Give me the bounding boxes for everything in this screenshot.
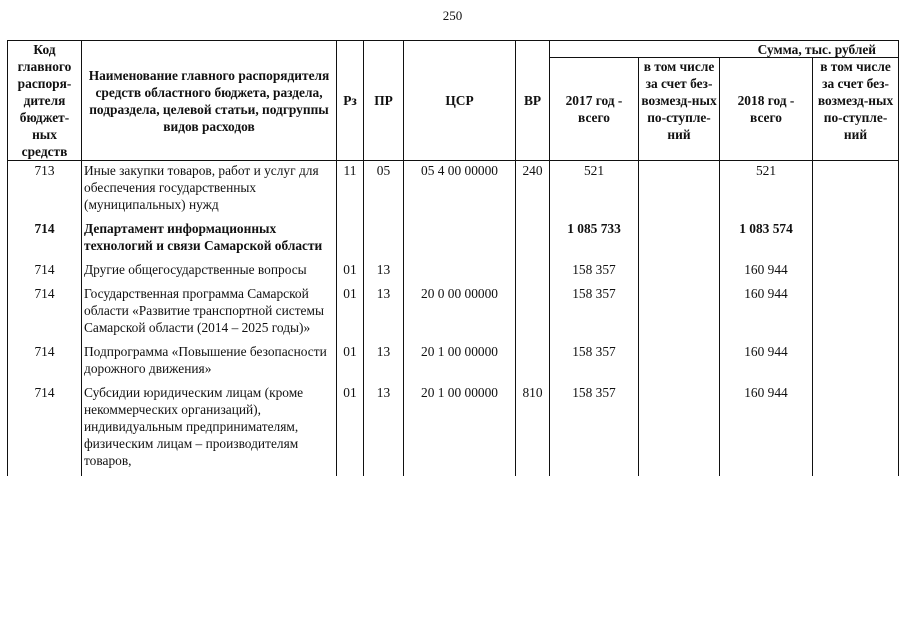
row-name: Подпрограмма «Повышение безопасности дорожного движения»: [82, 343, 337, 384]
row-pr: 13: [364, 343, 404, 384]
row-name: Субсидии юридическим лицам (кроме некоммерческих организаций), индивидуальным предпринимателям, физическим лицам – производителям товаров,: [82, 384, 337, 476]
row-csr: [404, 220, 516, 261]
header-sum-group: Сумма, тыс. рублей: [550, 41, 899, 58]
row-vr: [516, 285, 550, 343]
row-2018-grants: [813, 161, 899, 221]
row-2018-total: 160 944: [720, 285, 813, 343]
row-pr: 13: [364, 285, 404, 343]
row-2018-grants: [813, 261, 899, 285]
row-pr: 05: [364, 161, 404, 221]
header-vr: ВР: [516, 41, 550, 161]
header-2017-total: 2017 год - всего: [550, 58, 639, 161]
row-csr: 20 1 00 00000: [404, 343, 516, 384]
table-row: [8, 161, 899, 221]
row-pr: 13: [364, 384, 404, 476]
row-2017-total: 158 357: [550, 384, 639, 476]
header-code: Код главного распоря-дителя бюджет-ных средств: [8, 41, 82, 161]
row-code: 714: [8, 220, 82, 261]
row-code: 713: [8, 161, 82, 221]
row-2017-total: 158 357: [550, 261, 639, 285]
row-vr: [516, 343, 550, 384]
row-2017-grants: [639, 285, 720, 343]
row-vr: [516, 261, 550, 285]
table-row: [8, 384, 899, 476]
row-rz: [337, 220, 364, 261]
header-pr: ПР: [364, 41, 404, 161]
row-vr: [516, 220, 550, 261]
header-rz: Рз: [337, 41, 364, 161]
row-csr: 20 0 00 00000: [404, 285, 516, 343]
row-code: 714: [8, 384, 82, 476]
row-2018-total: 160 944: [720, 384, 813, 476]
row-csr: 05 4 00 00000: [404, 161, 516, 221]
row-rz: 01: [337, 343, 364, 384]
row-name: Иные закупки товаров, работ и услуг для обеспечения государственных (муниципальных) нужд: [82, 161, 337, 221]
row-2018-grants: [813, 220, 899, 261]
header-name: Наименование главного распорядителя средств областного бюджета, раздела, подраздела, целевой статьи, подгруппы видов расходов: [82, 41, 337, 161]
row-2017-grants: [639, 261, 720, 285]
header-2018-total: 2018 год - всего: [720, 58, 813, 161]
row-rz: 01: [337, 261, 364, 285]
row-2017-grants: [639, 343, 720, 384]
header-2018-grants: в том числе за счет без-возмезд-ных по-ступле-ний: [813, 58, 899, 161]
row-rz: 11: [337, 161, 364, 221]
row-2017-total: 158 357: [550, 343, 639, 384]
header-2017-grants: в том числе за счет без-возмезд-ных по-ступле-ний: [639, 58, 720, 161]
row-2017-grants: [639, 384, 720, 476]
row-code: 714: [8, 285, 82, 343]
row-csr: [404, 261, 516, 285]
row-name: Государственная программа Самарской области «Развитие транспортной системы Самарской области (2014 – 2025 годы)»: [82, 285, 337, 343]
row-2018-grants: [813, 285, 899, 343]
row-2018-total: 521: [720, 161, 813, 221]
table-row: [8, 261, 899, 285]
row-rz: 01: [337, 384, 364, 476]
row-vr: 240: [516, 161, 550, 221]
row-csr: 20 1 00 00000: [404, 384, 516, 476]
row-vr: 810: [516, 384, 550, 476]
budget-table: [7, 40, 899, 476]
row-pr: [364, 220, 404, 261]
row-2017-total: 521: [550, 161, 639, 221]
page-number: 250: [442, 8, 463, 23]
row-2017-total: 1 085 733: [550, 220, 639, 261]
row-pr: 13: [364, 261, 404, 285]
row-name: Департамент информационных технологий и связи Самарской области: [82, 220, 337, 261]
row-2017-grants: [639, 161, 720, 221]
row-2018-total: 160 944: [720, 343, 813, 384]
row-code: 714: [8, 343, 82, 384]
row-2018-grants: [813, 343, 899, 384]
row-2018-total: 160 944: [720, 261, 813, 285]
row-2017-total: 158 357: [550, 285, 639, 343]
table-row: [8, 285, 899, 343]
table-row: [8, 343, 899, 384]
row-2017-grants: [639, 220, 720, 261]
row-rz: 01: [337, 285, 364, 343]
header-csr: ЦСР: [404, 41, 516, 161]
row-2018-grants: [813, 384, 899, 476]
row-2018-total: 1 083 574: [720, 220, 813, 261]
row-name: Другие общегосударственные вопросы: [82, 261, 337, 285]
table-row: [8, 220, 899, 261]
row-code: 714: [8, 261, 82, 285]
